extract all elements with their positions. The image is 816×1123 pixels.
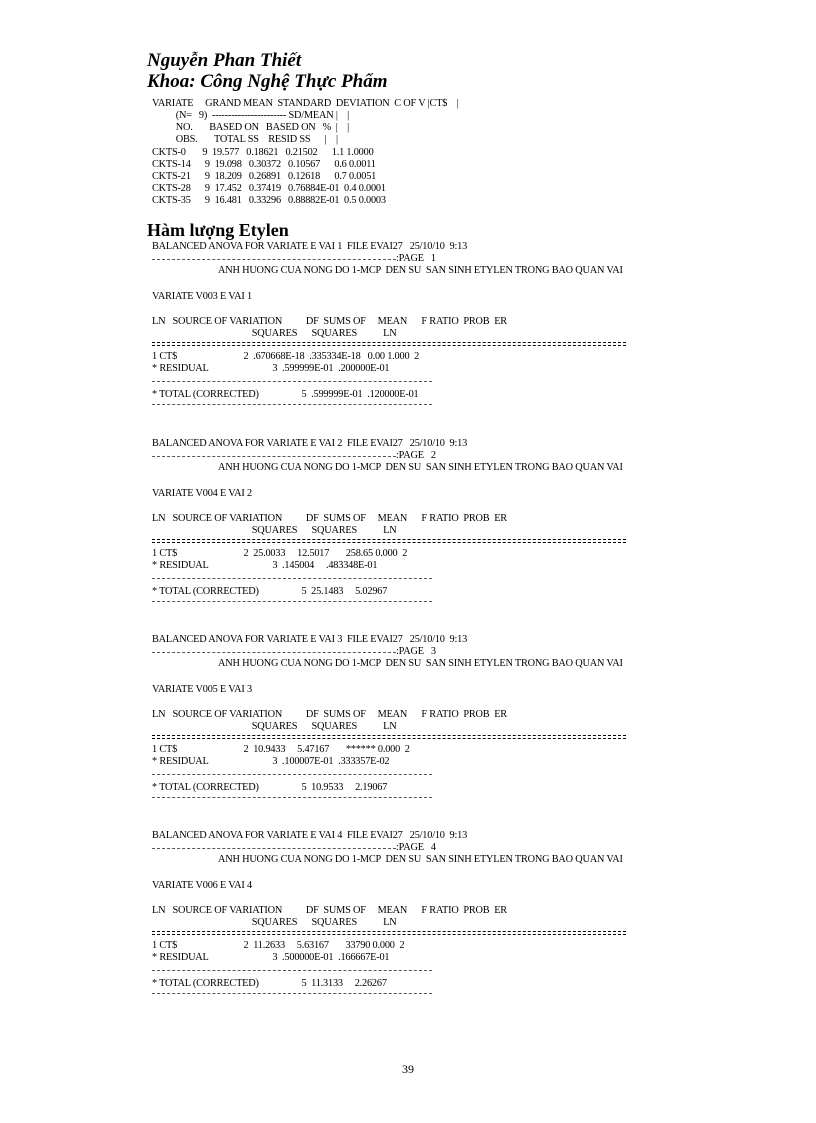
column-header: LN SOURCE OF VARIATION DF SUMS OF MEAN F RATIO PROB ER [152, 316, 507, 327]
anova-subtitle: ANH HUONG CUA NONG DO 1-MCP DEN SU SAN SINH ETYLEN TRONG BAO QUAN VAI [218, 854, 623, 865]
faculty-name: Khoa: Công Nghệ Thực Phẩm [147, 71, 388, 92]
column-header: SQUARES SQUARES LN [152, 525, 397, 536]
anova-title: BALANCED ANOVA FOR VARIATE E VAI 3 FILE EVAI27 25/10/10 9:13 [152, 634, 468, 645]
variate-label: VARIATE V003 E VAI 1 [152, 291, 252, 302]
separator [152, 404, 432, 405]
row-total: * TOTAL (CORRECTED) 5 11.3133 2.26267 [152, 978, 387, 989]
variate-label: VARIATE V006 E VAI 4 [152, 880, 252, 891]
anova-subtitle: ANH HUONG CUA NONG DO 1-MCP DEN SU SAN SINH ETYLEN TRONG BAO QUAN VAI [218, 462, 623, 473]
summary-row: CKTS-35 9 16.481 0.33296 0.88882E-01 0.5 0.0003 [152, 195, 386, 206]
separator [152, 970, 432, 971]
row-ct: 1 CT$ 2 11.2633 5.63167 33790 0.000 2 [152, 940, 405, 951]
anova-subtitle: ANH HUONG CUA NONG DO 1-MCP DEN SU SAN SINH ETYLEN TRONG BAO QUAN VAI [218, 658, 623, 669]
summary-row: CKTS-0 9 19.577 0.18621 0.21502 1.1 1.0000 [152, 147, 374, 158]
section-title: Hàm lượng Etylen [147, 220, 289, 240]
double-rule [152, 539, 626, 543]
column-header: LN SOURCE OF VARIATION DF SUMS OF MEAN F RATIO PROB ER [152, 513, 507, 524]
page-label: :PAGE 4 [396, 842, 436, 853]
anova-title: BALANCED ANOVA FOR VARIATE E VAI 1 FILE EVAI27 25/10/10 9:13 [152, 241, 468, 252]
page-number: 39 [402, 1062, 414, 1076]
anova-title: BALANCED ANOVA FOR VARIATE E VAI 4 FILE EVAI27 25/10/10 9:13 [152, 830, 468, 841]
summary-row: CKTS-14 9 19.098 0.30372 0.10567 0.6 0.0011 [152, 159, 376, 170]
separator [152, 381, 432, 382]
separator [152, 259, 396, 260]
page-label: :PAGE 2 [396, 450, 436, 461]
author-name: Nguyễn Phan Thiết [147, 50, 302, 71]
row-residual: * RESIDUAL 3 .145004 .483348E-01 [152, 560, 378, 571]
row-ct: 1 CT$ 2 25.0033 12.5017 258.65 0.000 2 [152, 548, 408, 559]
page-label: :PAGE 1 [396, 253, 436, 264]
separator [152, 456, 396, 457]
row-residual: * RESIDUAL 3 .100007E-01 .333357E-02 [152, 756, 390, 767]
row-ct: 1 CT$ 2 10.9433 5.47167 ****** 0.000 2 [152, 744, 410, 755]
column-header: SQUARES SQUARES LN [152, 328, 397, 339]
double-rule [152, 931, 626, 935]
double-rule [152, 735, 626, 739]
separator [152, 848, 396, 849]
anova-title: BALANCED ANOVA FOR VARIATE E VAI 2 FILE EVAI27 25/10/10 9:13 [152, 438, 468, 449]
summary-header-line: NO. BASED ON BASED ON % | | [152, 122, 350, 133]
row-residual: * RESIDUAL 3 .500000E-01 .166667E-01 [152, 952, 390, 963]
separator [152, 993, 432, 994]
column-header: SQUARES SQUARES LN [152, 917, 397, 928]
summary-row: CKTS-28 9 17.452 0.37419 0.76884E-01 0.4 0.0001 [152, 183, 386, 194]
anova-subtitle: ANH HUONG CUA NONG DO 1-MCP DEN SU SAN SINH ETYLEN TRONG BAO QUAN VAI [218, 265, 623, 276]
row-residual: * RESIDUAL 3 .599999E-01 .200000E-01 [152, 363, 390, 374]
row-total: * TOTAL (CORRECTED) 5 25.1483 5.02967 [152, 586, 388, 597]
row-total: * TOTAL (CORRECTED) 5 10.9533 2.19067 [152, 782, 388, 793]
double-rule [152, 342, 626, 346]
column-header: LN SOURCE OF VARIATION DF SUMS OF MEAN F RATIO PROB ER [152, 905, 507, 916]
row-ct: 1 CT$ 2 .670668E-18 .335334E-18 0.00 1.000 2 [152, 351, 420, 362]
column-header: SQUARES SQUARES LN [152, 721, 397, 732]
variate-label: VARIATE V004 E VAI 2 [152, 488, 252, 499]
summary-header-line: OBS. TOTAL SS RESID SS | | [152, 134, 338, 145]
separator [152, 578, 432, 579]
summary-header-line: VARIATE GRAND MEAN STANDARD DEVIATION C OF V |CT$ | [152, 98, 459, 109]
separator [152, 774, 432, 775]
variate-label: VARIATE V005 E VAI 3 [152, 684, 252, 695]
separator [152, 797, 432, 798]
separator [152, 652, 396, 653]
column-header: LN SOURCE OF VARIATION DF SUMS OF MEAN F RATIO PROB ER [152, 709, 507, 720]
summary-row: CKTS-21 9 18.209 0.26891 0.12618 0.7 0.0051 [152, 171, 377, 182]
summary-header-line: (N= 9) ----------------------- SD/MEAN | | [152, 110, 350, 121]
row-total: * TOTAL (CORRECTED) 5 .599999E-01 .120000E-01 [152, 389, 419, 400]
separator [152, 601, 432, 602]
page-label: :PAGE 3 [396, 646, 436, 657]
